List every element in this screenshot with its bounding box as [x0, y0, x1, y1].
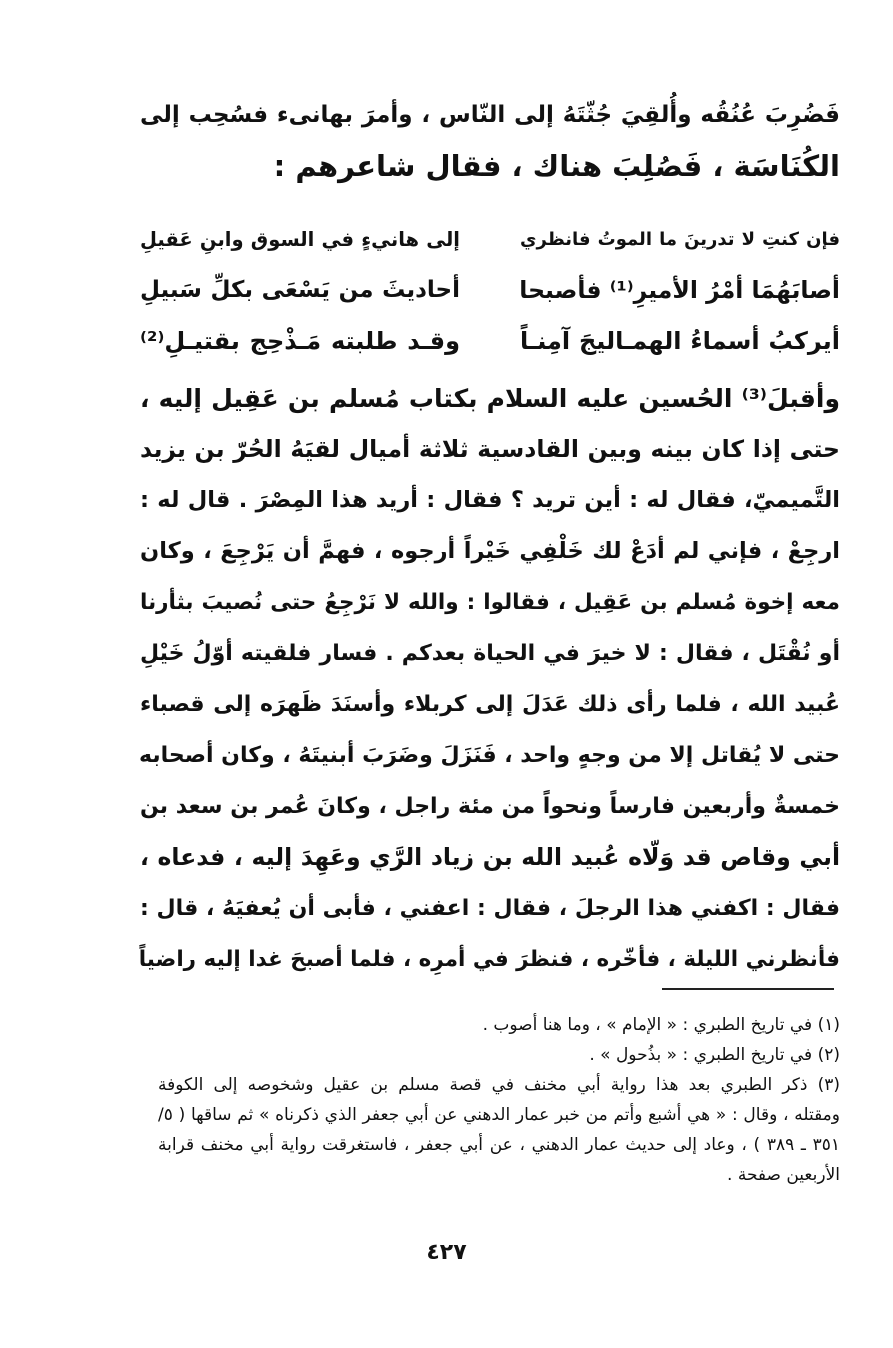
page-number: ٤٢٧: [426, 1240, 467, 1265]
text-line: معه إخوة مُسلم بن عَقِيل ، فقالوا : والله لا نَرْجِعُ حتى نُصيبَ بثأرنا: [140, 590, 840, 615]
text-line: عُبيد الله ، فلما رأى ذلك عَدَلَ إلى كربلاء وأسنَدَ ظَهرَه إلى قصباء: [140, 692, 840, 717]
text-line: وأقبلَ⁽³⁾ الحُسين عليه السلام بكتاب مُسلم بن عَقِيل إليه ،: [140, 384, 840, 413]
footnote-separator: [662, 988, 834, 990]
footnote-line: الأربعين صفحة .: [727, 1165, 840, 1185]
verse-line: [140, 316, 840, 367]
verse-second-hemistich: وقـد طلبته مَـذْحِج بقتيـلِ⁽²⁾: [140, 327, 460, 355]
verse-first-hemistich: أيركبُ أسماءُ الهمـاليجَ آمِنـاً: [520, 327, 840, 355]
text-line: فقال : اكفني هذا الرجلَ ، فقال : اعفني ، فأبى أن يُعفيَهُ ، قال :: [140, 896, 840, 921]
footnote-line: (٢) في تاريخ الطبري : « بذُحول » .: [589, 1045, 840, 1065]
text-line: أبي وقاص قد وَلّاه عُبيد الله بن زياد الرَّي وعَهِدَ إليه ، فدعاه ،: [140, 843, 840, 871]
top-paragraph: [140, 90, 840, 192]
text-line: أو نُقْتَل ، فقال : لا خيرَ في الحياة بعدكم . فسار فلقيته أوّلُ خَيْلِ: [140, 641, 840, 666]
footnote-line: (٣) ذكر الطبري بعد هذا رواية أبي مخنف في قصة مسلم بن عقيل وشخوصه إلى الكوفة: [158, 1075, 840, 1095]
verse-first-hemistich: فإن كنتِ لا تدرينَ ما الموتُ فانظري: [520, 229, 840, 250]
text-line: التَّميميّ، فقال له : أين تريد ؟ فقال : أريد هذا المِصْرَ . قال له :: [140, 487, 840, 513]
verse-second-hemistich: أحاديثَ من يَسْعَى بكلِّ سَبيلِ: [140, 277, 460, 303]
verse-line: [140, 214, 840, 265]
text-line: الكُنَاسَة ، فَصُلِبَ هناك ، فقال شاعرهم :: [273, 149, 840, 183]
verse-first-hemistich: أصابَهُمَا أمْرُ الأميرِ⁽¹⁾ فأصبحا: [519, 276, 840, 304]
text-line: خمسةٌ وأربعين فارساً ونحواً من مئة راجل ، وكانَ عُمر بن سعد بن: [140, 794, 840, 819]
text-line: فَضُرِبَ عُنُقُه وأُلقِيَ جُثّتَهُ إلى النّاس ، وأمرَ بهانىء فسُحِب إلى: [140, 102, 840, 128]
poem-verses: [140, 214, 840, 367]
text-line: حتى لا يُقاتل إلا من وجهٍ واحد ، فَنَزَلَ وضَرَبَ أبنيتَهُ ، وكان أصحابه: [138, 743, 840, 768]
verse-line: [140, 265, 840, 316]
verse-second-hemistich: إلى هانيءٍ في السوق وابنِ عَقيلِ: [140, 228, 460, 251]
main-paragraph: [140, 373, 840, 985]
footnotes: [158, 1010, 840, 1190]
text-line: ارجِعْ ، فإني لم أدَعْ لك خَلْفِي خَيْراً أرجوه ، فهمَّ أن يَرْجِعَ ، وكان: [140, 538, 840, 564]
footnote-line: (١) في تاريخ الطبري : « الإمام » ، وما هنا أصوب .: [482, 1015, 840, 1035]
text-line: حتى إذا كان بينه وبين القادسية ثلاثة أميال لقيَهُ الحُرّ بن يزيد: [140, 435, 840, 463]
footnote-line: ومقتله ، وقال : « هي أشبع وأتم من خبر عمار الدهني عن أبي جعفر الذي ذكرناه » ثم ساقها ( ٥/: [158, 1105, 840, 1125]
text-line: فأنظرني الليلة ، فأخّره ، فنظرَ في أمرِه ، فلما أصبحَ غدا إليه راضياً: [138, 947, 840, 972]
footnote-line: ٣٥١ ـ ٣٨٩ ) ، وعاد إلى حديث عمار الدهني ، عن أبي جعفر ، فاستغرقت رواية أبي مخنف قرابة: [158, 1135, 840, 1155]
